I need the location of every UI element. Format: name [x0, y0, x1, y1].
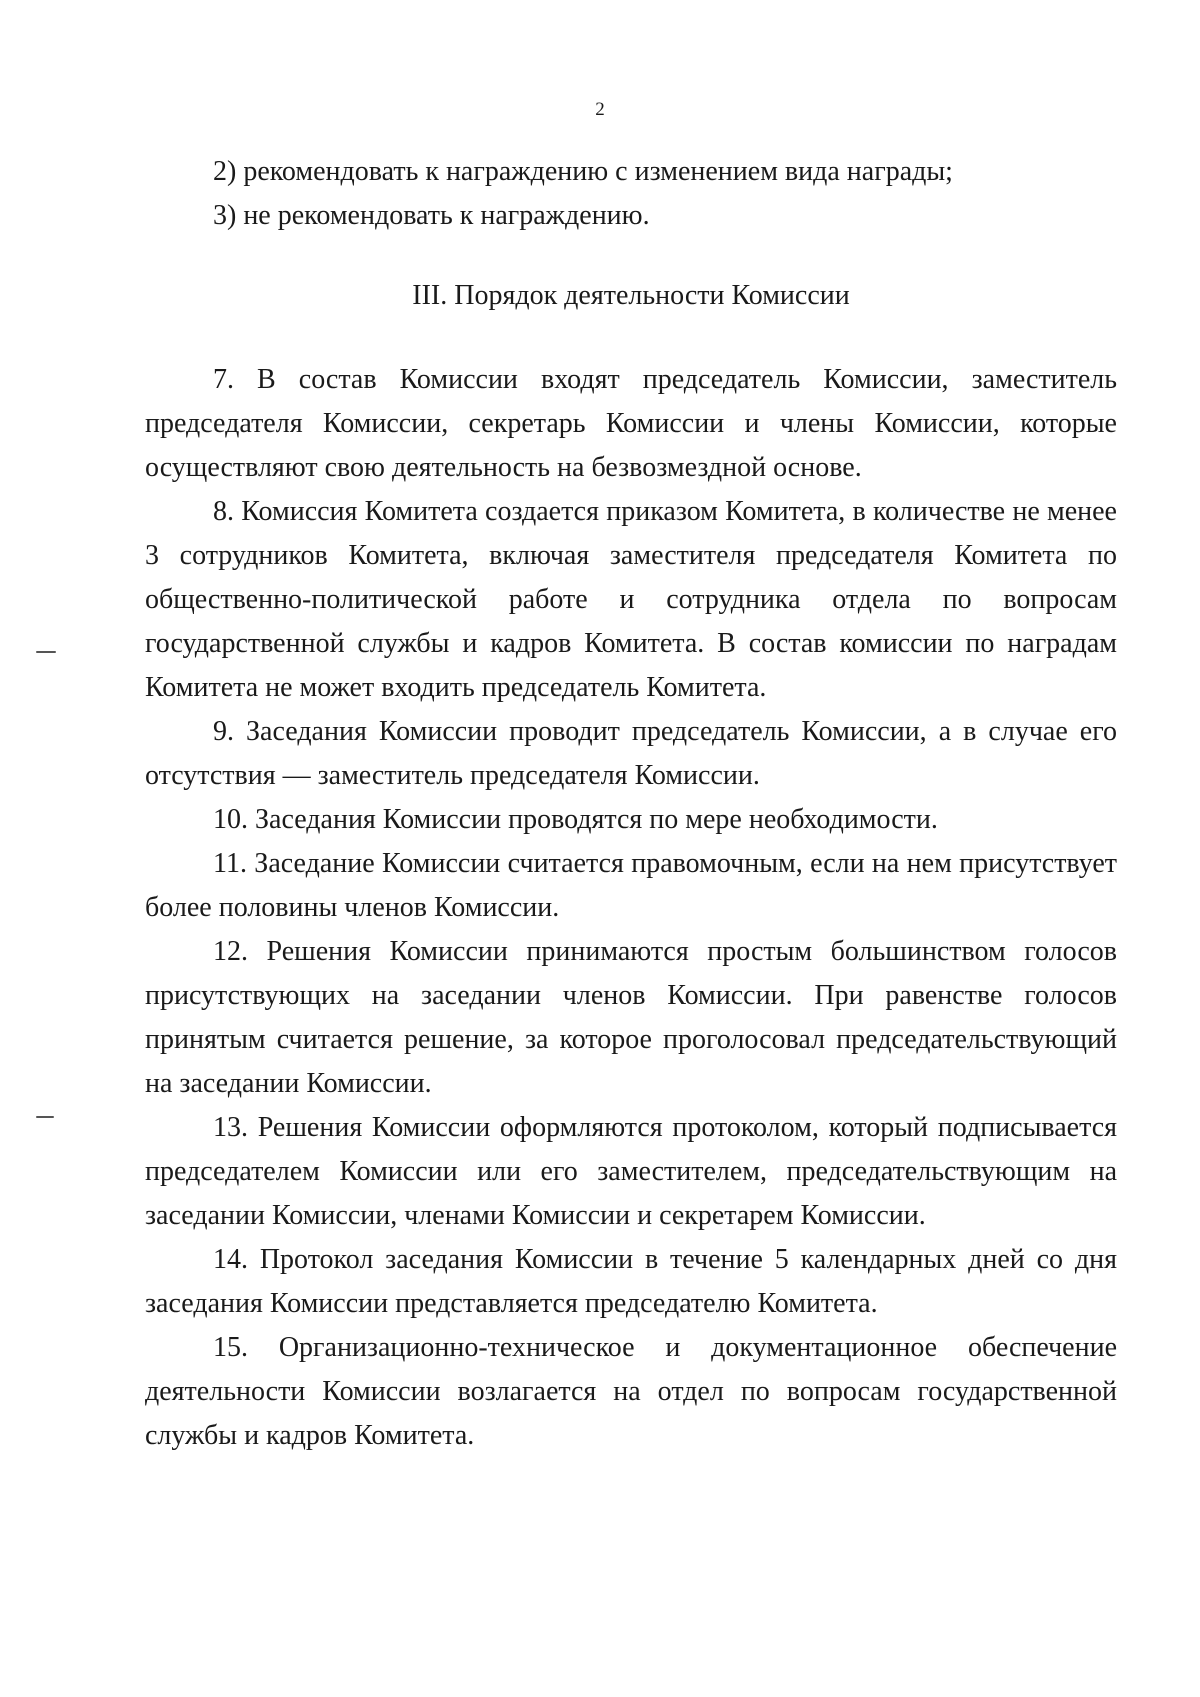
paragraph-12: 12. Решения Комиссии принимаются простым большинством голосов присутствующих на заседании членов Комиссии. При равенстве голосов принятым считается решение, за которое проголосовал председательствующий на заседании Комиссии. — [145, 936, 1117, 1099]
paragraph-10: 10. Заседания Комиссии проводятся по мере необходимости. — [213, 804, 938, 835]
list-item: 2) рекомендовать к награждению с изменением вида награды; — [213, 156, 953, 187]
paragraph-8: 8. Комиссия Комитета создается приказом Комитета, в количестве не менее 3 сотрудников Комитета, включая заместителя председателя Комитета по общественно-политической работе и сотрудника отдела по вопросам государственной службы и кадров Комитета. В состав комиссии по наградам Комитета не может входить председатель Комитета. — [145, 496, 1117, 703]
document-body — [145, 150, 1117, 1458]
list-item: 3) не рекомендовать к награждению. — [213, 200, 650, 231]
scan-mark — [36, 651, 56, 653]
scan-mark — [36, 1116, 54, 1118]
paragraph-14: 14. Протокол заседания Комиссии в течение 5 календарных дней со дня заседания Комиссии представляется председателю Комитета. — [145, 1244, 1117, 1319]
paragraph-9: 9. Заседания Комиссии проводит председатель Комиссии, а в случае его отсутствия — заместитель председателя Комиссии. — [145, 716, 1117, 791]
paragraph-7: 7. В состав Комиссии входят председатель Комиссии, заместитель председателя Комиссии, секретарь Комиссии и члены Комиссии, которые осуществляют свою деятельность на безвозмездной основе. — [145, 364, 1117, 483]
paragraph-11: 11. Заседание Комиссии считается правомочным, если на нем присутствует более половины членов Комиссии. — [145, 848, 1117, 923]
paragraph-15: 15. Организационно-техническое и документационное обеспечение деятельности Комиссии возлагается на отдел по вопросам государственной службы и кадров Комитета. — [145, 1332, 1117, 1451]
section-heading: III. Порядок деятельности Комиссии — [412, 280, 850, 311]
page-number: 2 — [595, 99, 605, 120]
paragraph-13: 13. Решения Комиссии оформляются протоколом, который подписывается председателем Комиссии или его заместителем, председательствующим на заседании Комиссии, членами Комиссии и секретарем Комиссии. — [145, 1112, 1117, 1231]
